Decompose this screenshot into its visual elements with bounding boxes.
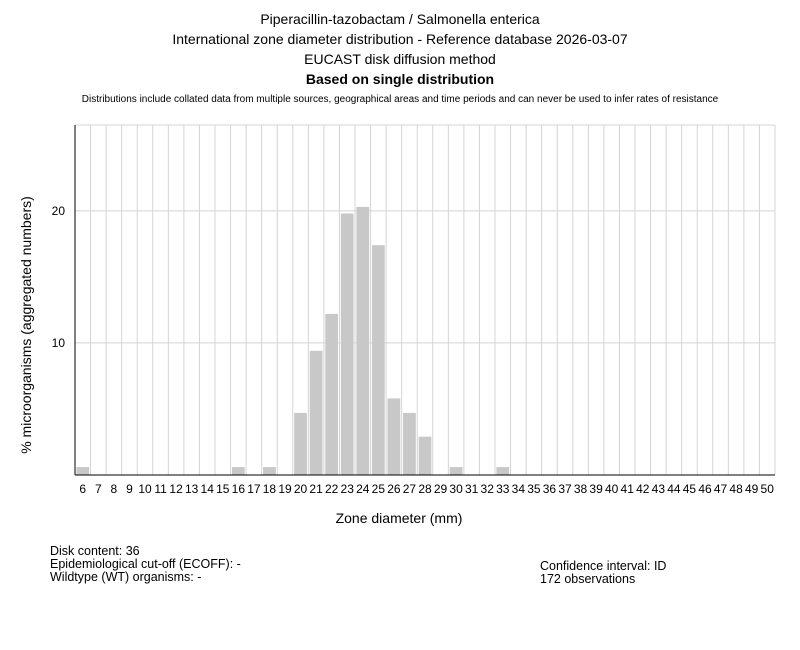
bar-6 (76, 467, 89, 475)
x-tick-label: 12 (169, 482, 183, 496)
y-axis-label: % microorganisms (aggregated numbers) (18, 196, 34, 454)
bar-18 (263, 467, 276, 475)
x-tick-label: 30 (449, 482, 463, 496)
method-label: EUCAST disk diffusion method (304, 51, 496, 67)
x-tick-label: 13 (184, 482, 199, 496)
bar-30 (450, 467, 463, 475)
x-tick-label: 28 (418, 482, 432, 496)
bar-20 (294, 413, 307, 475)
x-tick-label: 26 (387, 482, 401, 496)
chart-subtitle: International zone diameter distribution - Reference database 2026-03-07 (172, 31, 628, 47)
x-tick-label: 41 (620, 482, 634, 496)
x-tick-label: 10 (138, 482, 152, 496)
bar-27 (403, 413, 416, 475)
x-tick-label: 35 (527, 482, 541, 496)
x-tick-label: 42 (636, 482, 650, 496)
bar-23 (341, 213, 354, 475)
x-tick-label: 45 (682, 482, 697, 496)
x-tick-label: 38 (573, 482, 588, 496)
chart-title: Piperacillin-tazobactam / Salmonella enterica (260, 11, 540, 27)
x-tick-label: 33 (496, 482, 510, 496)
x-tick-label: 32 (480, 482, 494, 496)
y-tick-labels (52, 204, 66, 350)
bar-22 (325, 314, 338, 475)
x-tick-label: 47 (713, 482, 728, 496)
y-tick-label: 10 (51, 335, 65, 350)
wildtype-value: Wildtype (WT) organisms: - (50, 570, 202, 584)
bar-28 (419, 437, 432, 475)
x-tick-labels (79, 482, 774, 496)
x-tick-label: 46 (698, 482, 712, 496)
disk-content: Disk content: 36 (50, 544, 140, 558)
x-tick-label: 19 (278, 482, 292, 496)
x-tick-label: 44 (667, 482, 681, 496)
x-tick-label: 16 (231, 482, 246, 496)
x-tick-label: 43 (651, 482, 666, 496)
x-tick-label: 15 (216, 482, 230, 496)
bar-33 (496, 467, 509, 475)
y-tick-label: 20 (51, 203, 65, 218)
ecoff-value: Epidemiological cut-off (ECOFF): - (50, 557, 241, 571)
x-tick-label: 24 (356, 482, 370, 496)
x-tick-label: 21 (309, 482, 323, 496)
x-tick-label: 18 (262, 482, 277, 496)
x-tick-label: 22 (324, 482, 339, 496)
x-tick-label: 31 (464, 482, 479, 496)
x-tick-label: 11 (154, 482, 167, 496)
x-tick-label: 20 (293, 482, 308, 496)
x-tick-label: 8 (110, 482, 118, 496)
basis-label: Based on single distribution (305, 71, 495, 87)
confidence-interval: Confidence interval: ID (540, 559, 667, 573)
axes (75, 125, 775, 475)
x-tick-label: 39 (589, 482, 603, 496)
x-tick-label: 50 (760, 482, 774, 496)
bar-24 (356, 207, 369, 475)
bar-26 (388, 398, 401, 475)
bar-16 (232, 467, 245, 475)
x-tick-label: 48 (729, 482, 743, 496)
x-axis-label: Zone diameter (mm) (335, 510, 463, 526)
x-tick-label: 27 (402, 482, 417, 496)
x-tick-label: 49 (744, 482, 759, 496)
x-tick-label: 25 (371, 482, 386, 496)
x-tick-label: 34 (511, 482, 526, 496)
x-tick-label: 17 (247, 482, 261, 496)
x-tick-label: 14 (200, 482, 214, 496)
x-tick-label: 7 (94, 482, 102, 496)
footer-right (540, 560, 666, 586)
x-tick-label: 36 (542, 482, 557, 496)
x-tick-label: 37 (558, 482, 572, 496)
disclaimer-note: Distributions include collated data from multiple sources, geographical areas and time periods and can never be used to infer rates of resistance (81, 94, 719, 105)
grid (75, 125, 775, 475)
x-tick-label: 6 (79, 482, 87, 496)
x-tick-label: 40 (604, 482, 619, 496)
observation-count: 172 observations (540, 572, 636, 586)
bar-21 (310, 351, 323, 475)
bar-25 (372, 245, 385, 475)
x-tick-label: 23 (340, 482, 354, 496)
footer-left (50, 545, 241, 584)
x-tick-label: 29 (433, 482, 448, 496)
x-tick-label: 9 (126, 482, 133, 496)
